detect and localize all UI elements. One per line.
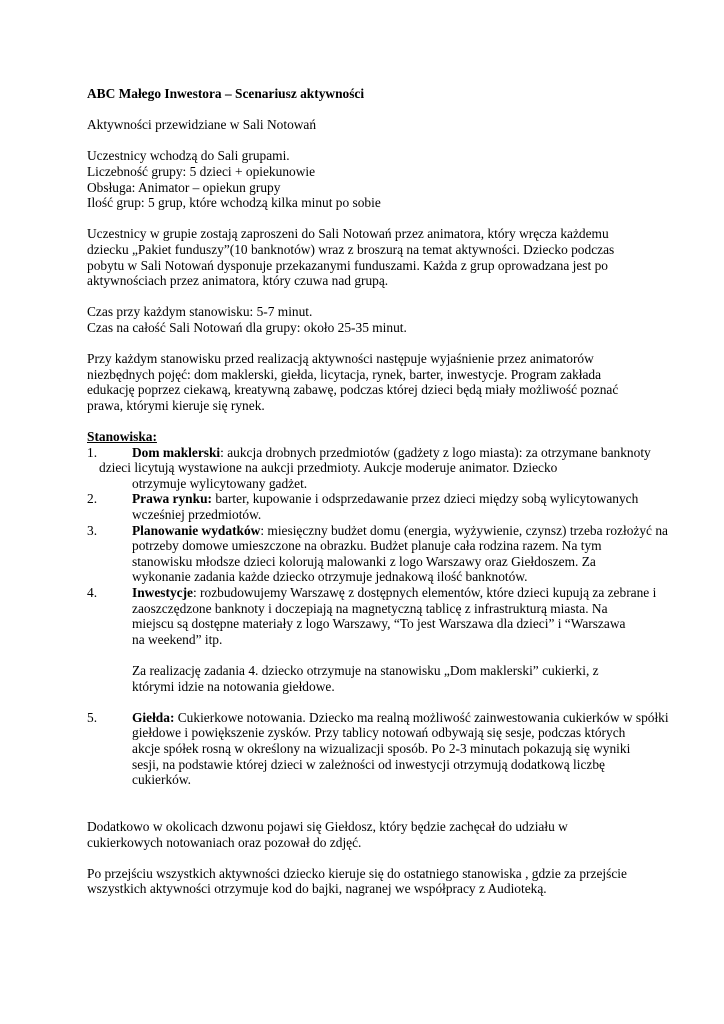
station-text-line: wcześniej przedmiotów. [132, 507, 262, 523]
station-text-line: miejscu są dostępne materiały z logo Warszawy, “To jest Warszawa dla dzieci” i “Warszawa [132, 616, 626, 632]
station-text: : aukcja drobnych przedmiotów (gadżety z logo miasta): za otrzymane banknoty [220, 444, 651, 460]
times-paragraph [87, 304, 647, 335]
intro-paragraph [87, 226, 647, 288]
group-info-line: Ilość grup: 5 grup, które wchodzą kilka minut po sobie [87, 195, 381, 211]
closing-paragraph [87, 866, 647, 897]
extra-paragraph [87, 819, 647, 850]
station-text-line: stanowisku młodsze dzieci kolorują malowanki z logo Warszawy oraz Giełdoszem. Za [132, 553, 596, 569]
station-name: Prawa rynku: [132, 491, 212, 507]
group-info [87, 148, 647, 210]
station-text: : rozbudowujemy Warszawę z dostępnych elementów, które dzieci kupują za zebrane i [192, 585, 657, 600]
extra-line: Dodatkowo w okolicach dzwonu pojawi się Giełdosz, który będzie zachęcał do udziału w [87, 818, 568, 834]
station-item [87, 709, 669, 788]
group-info-line: Uczestnicy wchodzą do Sali grupami. [87, 148, 290, 164]
station-text-line: akcje spółek rosną w określony na wizualizacji sposób. Po 2-3 minutach pokazują się wyniki [132, 740, 631, 756]
intro-line: dziecku „Pakiet funduszy”(10 banknotów) wraz z broszurą na temat aktywności. Dziecko podczas [87, 241, 615, 257]
group-info-line: Obsługa: Animator – opiekun grupy [87, 179, 281, 195]
station-text-line: sesji, na podstawie której dzieci w zależności od inwestycji otrzymują dodatkową liczbę [132, 756, 605, 772]
time-line: Czas przy każdym stanowisku: 5-7 minut. [87, 304, 313, 320]
explanation-line: niezbędnych pojęć: dom maklerski, giełda, licytacja, rynek, barter, inwestycje. Program zakłada [87, 366, 602, 382]
station-item [87, 444, 651, 492]
station-name: Giełda: [132, 709, 175, 725]
station-number: 5. [87, 709, 98, 725]
intro-line: Uczestnicy w grupie zostają zaproszeni do Sali Notowań przez animatora, który wręcza każdemu [87, 226, 609, 242]
explanation-paragraph [87, 351, 647, 413]
intro-line: pobytu w Sali Notowań dysponuje przekazanymi funduszami. Każda z grup oprowadzana jest po [87, 257, 608, 273]
document-title: ABC Małego Inwestora – Scenariusz aktywności [87, 86, 365, 101]
explanation-line: Przy każdym stanowisku przed realizacją aktywności następuje wyjaśnienie przez animatorów [87, 351, 594, 367]
group-info-line: Liczebność grupy: 5 dzieci + opiekunowie [87, 163, 316, 179]
closing-line: wszystkich aktywności otrzymuje kod do bajki, nagranej we współpracy z Audioteką. [87, 881, 547, 897]
station-text-line: zaoszczędzone banknoty i doczepiają na magnetyczną tablicę z infrastrukturą miasta. Na [132, 600, 608, 616]
station-text-line: dzieci licytują wystawione na aukcji przedmioty. Aukcje moderuje animator. Dziecko [99, 460, 558, 476]
extra-line: cukierkowych notowaniach oraz pozował do zdjęć. [87, 834, 362, 850]
station-text: Cukierkowe notowania. Dziecko ma realną możliwość zainwestowania cukierków w spółki [174, 709, 669, 725]
station-text-line: wykonanie zadania każde dziecko otrzymuje jednakową ilość banknotów. [132, 569, 528, 585]
station-number: 4. [87, 585, 98, 600]
station-text-line: potrzeby domowe umieszczone na obrazku. Budżet planuje cała rodzina razem. Na tym [132, 538, 602, 554]
station-text: : miesięczny budżet domu (energia, wyżywienie, czynsz) trzeba rozłożyć na [260, 522, 668, 538]
explanation-line: prawa, którymi kieruje się rynek. [87, 397, 265, 413]
station-number: 2. [87, 491, 98, 507]
station-text-line: giełdowe i powiększenie zysków. Przy tablicy notowań odbywają się sesje, podczas których [132, 725, 626, 741]
station-note-line: którymi idzie na notowania giełdowe. [132, 678, 335, 694]
intro-line: aktywnościach przez animatora, który czuwa nad grupą. [87, 273, 389, 289]
document-subtitle: Aktywności przewidziane w Sali Notowań [87, 117, 317, 133]
station-text-line: otrzymuje wylicytowany gadżet. [132, 475, 308, 491]
station-text: barter, kupowanie i odsprzedawanie przez dzieci między sobą wylicytowanych [211, 491, 639, 507]
station-note [99, 663, 647, 694]
station-name: Planowanie wydatków [132, 522, 261, 538]
stations-list [87, 444, 669, 788]
station-number: 3. [87, 522, 98, 538]
station-name: Inwestycje [132, 585, 193, 600]
station-text-line: na weekend” itp. [132, 631, 223, 647]
explanation-line: edukację poprzez ciekawą, kreatywną zabawę, podczas której dzieci będą miały możliwość poznać [87, 382, 619, 398]
station-name: Dom maklerski [132, 444, 221, 460]
station-item [87, 522, 668, 585]
station-note-line: Za realizację zadania 4. dziecko otrzymuje na stanowisku „Dom maklerski” cukierki, z [132, 662, 599, 678]
station-item [87, 585, 657, 710]
closing-line: Po przejściu wszystkich aktywności dziecko kieruje się do ostatniego stanowiska , gdzie za przejście [87, 865, 627, 881]
station-number: 1. [87, 444, 98, 460]
station-text-line: cukierków. [132, 772, 191, 788]
station-item [87, 491, 647, 522]
document-page [87, 86, 669, 912]
stations-heading: Stanowiska: [87, 429, 157, 445]
time-line: Czas na całość Sali Notowań dla grupy: około 25-35 minut. [87, 319, 407, 335]
